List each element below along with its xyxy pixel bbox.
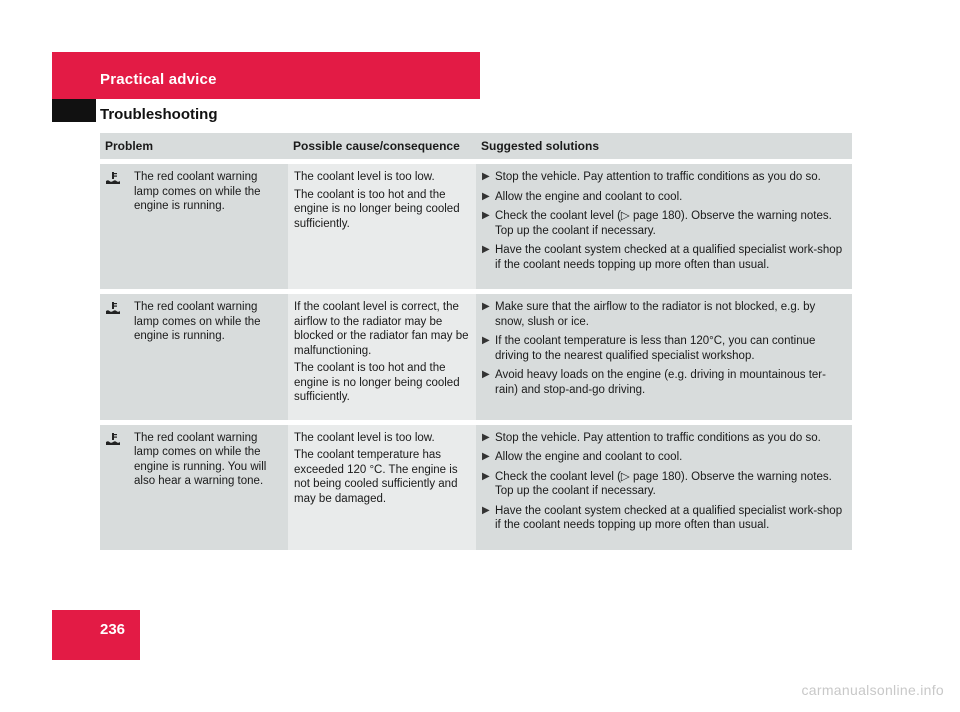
arrow-bullet-icon: ▶ bbox=[482, 210, 490, 221]
solution-text: Have the coolant system checked at a qualified specialist work-shop if the coolant needs topping up more often than usual. bbox=[495, 244, 843, 271]
problem-text: The red coolant warning lamp comes on while the engine is running. bbox=[134, 171, 261, 212]
table-row bbox=[100, 164, 852, 289]
solution-text: Stop the vehicle. Pay attention to traffic conditions as you do so. bbox=[495, 431, 821, 444]
troubleshooting-table bbox=[100, 133, 852, 550]
cause-cell bbox=[288, 425, 476, 550]
solutions-cell bbox=[476, 294, 852, 420]
page-number-box bbox=[52, 610, 140, 660]
solution-text: Stop the vehicle. Pay attention to traffic conditions as you do so. bbox=[495, 171, 821, 183]
solution-item bbox=[482, 334, 846, 363]
arrow-bullet-icon: ▶ bbox=[482, 369, 490, 380]
cause-text: The coolant level is too low. bbox=[294, 171, 435, 183]
solutions-cell bbox=[476, 164, 852, 289]
arrow-bullet-icon: ▶ bbox=[482, 190, 490, 202]
problem-text: The red coolant warning lamp comes on while the engine is running. You will also hear a warning tone. bbox=[134, 431, 267, 487]
arrow-bullet-icon: ▶ bbox=[482, 504, 490, 516]
cause-text: The coolant level is too low. bbox=[294, 431, 435, 444]
cause-text: The coolant is too hot and the engine is no longer being cooled sufficiently. bbox=[294, 362, 460, 403]
column-header-solutions: Suggested solutions bbox=[481, 139, 600, 153]
arrow-bullet-icon: ▶ bbox=[482, 301, 490, 312]
solution-text: Allow the engine and coolant to cool. bbox=[495, 451, 683, 463]
solution-text: Allow the engine and coolant to cool. bbox=[495, 190, 683, 203]
solution-item bbox=[482, 470, 846, 499]
arrow-bullet-icon: ▶ bbox=[482, 244, 490, 255]
solution-text: Check the coolant level (▷ page 180). Observe the warning notes. Top up the coolant if necessary. bbox=[495, 470, 832, 497]
watermark: carmanualsonline.info bbox=[801, 682, 944, 698]
solution-item bbox=[482, 368, 846, 397]
column-header-problem: Problem bbox=[105, 139, 154, 153]
solution-text: Avoid heavy loads on the engine (e.g. driving in mountainous ter-rain) and stop-and-go driving. bbox=[495, 369, 826, 396]
table-row bbox=[100, 294, 852, 420]
solution-item bbox=[482, 209, 846, 238]
problem-cell bbox=[100, 294, 288, 420]
solution-text: Have the coolant system checked at a qualified specialist work-shop if the coolant needs topping up more often than usual. bbox=[495, 504, 843, 531]
solution-item bbox=[482, 243, 846, 272]
table-header bbox=[100, 133, 852, 159]
arrow-bullet-icon: ▶ bbox=[482, 171, 490, 182]
solution-text: Check the coolant level (▷ page 180). Observe the warning notes. Top up the coolant if necessary. bbox=[495, 210, 832, 237]
arrow-bullet-icon: ▶ bbox=[482, 335, 490, 346]
solution-item bbox=[482, 431, 846, 446]
table-row bbox=[100, 425, 852, 550]
solution-text: Make sure that the airflow to the radiator is not blocked, e.g. by snow, slush or ice. bbox=[495, 301, 816, 328]
problem-cell bbox=[100, 164, 288, 289]
cause-text: The coolant temperature has exceeded 120 °C. The engine is not being cooled sufficiently and may be damaged. bbox=[294, 449, 458, 505]
solution-item bbox=[482, 170, 846, 185]
solution-item bbox=[482, 504, 846, 533]
cause-text: The coolant is too hot and the engine is no longer being cooled sufficiently. bbox=[294, 188, 460, 230]
column-header-cause: Possible cause/consequence bbox=[293, 139, 460, 153]
cause-cell bbox=[288, 164, 476, 289]
solutions-cell bbox=[476, 425, 852, 550]
arrow-bullet-icon: ▶ bbox=[482, 470, 490, 482]
arrow-bullet-icon: ▶ bbox=[482, 431, 490, 443]
solution-text: If the coolant temperature is less than 120°C, you can continue driving to the nearest qualified specialist workshop. bbox=[495, 335, 816, 362]
solution-item bbox=[482, 450, 846, 465]
arrow-bullet-icon: ▶ bbox=[482, 451, 490, 462]
page-title: Troubleshooting bbox=[100, 106, 218, 123]
section-header: Practical advice bbox=[100, 71, 217, 88]
cause-cell bbox=[288, 294, 476, 420]
problem-text: The red coolant warning lamp comes on while the engine is running. bbox=[134, 301, 261, 342]
coolant-warning-icon bbox=[106, 300, 134, 344]
solution-item bbox=[482, 190, 846, 205]
table-body bbox=[100, 164, 852, 550]
problem-cell bbox=[100, 425, 288, 550]
solution-item bbox=[482, 300, 846, 329]
coolant-warning-icon bbox=[106, 170, 134, 214]
page-number: 236 bbox=[100, 621, 126, 638]
coolant-warning-icon bbox=[106, 431, 134, 489]
header-marker bbox=[52, 99, 96, 122]
cause-text: If the coolant level is correct, the airflow to the radiator may be blocked or the radiator fan may be malfunctioning. bbox=[294, 301, 469, 357]
